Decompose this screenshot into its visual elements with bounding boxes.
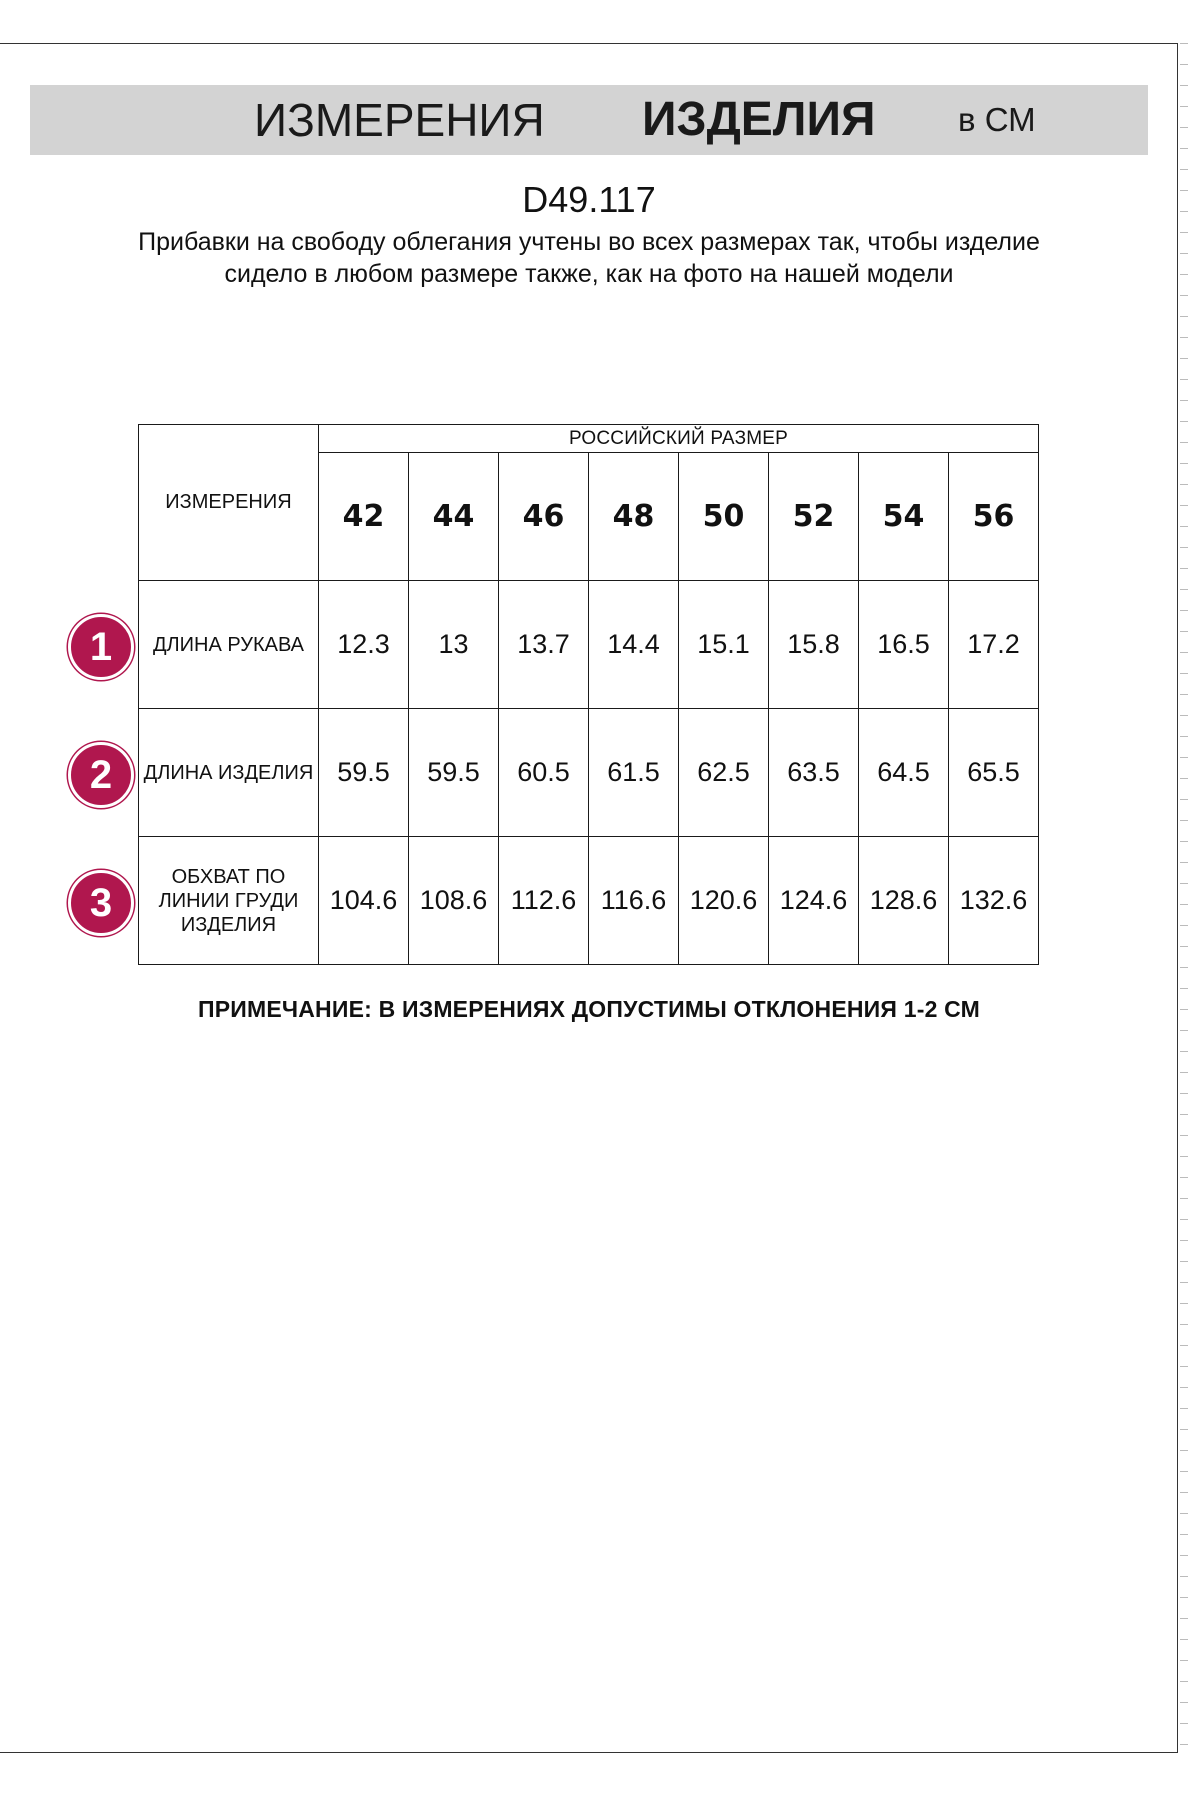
table-cell: 128.6	[859, 837, 949, 965]
title-bar	[30, 85, 1148, 155]
size-header: 48	[589, 453, 679, 581]
size-header: 50	[679, 453, 769, 581]
row-number-badge-3: 3	[68, 870, 134, 936]
table-cell: 16.5	[859, 581, 949, 709]
table-cell: 65.5	[949, 709, 1039, 837]
table-cell: 17.2	[949, 581, 1039, 709]
table-row	[139, 709, 1039, 837]
table-cell: 60.5	[499, 709, 589, 837]
table-cell: 104.6	[319, 837, 409, 965]
article-code: D49.117	[522, 179, 656, 220]
table-cell: 116.6	[589, 837, 679, 965]
deviation-note: ПРИМЕЧАНИЕ: В ИЗМЕРЕНИЯХ ДОПУСТИМЫ ОТКЛОНЕНИЯ 1-2 СМ	[197, 996, 981, 1022]
title-unit: в СМ	[958, 101, 1036, 138]
table-cell: 64.5	[859, 709, 949, 837]
size-header: 52	[769, 453, 859, 581]
table-cell: 63.5	[769, 709, 859, 837]
row-label-sleeve-length: ДЛИНА РУКАВА	[139, 581, 319, 709]
table-cell: 15.8	[769, 581, 859, 709]
row-label-garment-length: ДЛИНА ИЗДЕЛИЯ	[139, 709, 319, 837]
table-cell: 13.7	[499, 581, 589, 709]
table-cell: 12.3	[319, 581, 409, 709]
russian-size-header: РОССИЙСКИЙ РАЗМЕР	[319, 425, 1039, 453]
size-header: 56	[949, 453, 1039, 581]
measurements-header: ИЗМЕРЕНИЯ	[139, 425, 319, 581]
fit-description: Прибавки на свободу облегания учтены во всех размерах так, чтобы изделие сидело в любом размере также, как на фото на нашей модели	[138, 228, 1040, 288]
table-cell: 108.6	[409, 837, 499, 965]
table-cell: 62.5	[679, 709, 769, 837]
table-cell: 61.5	[589, 709, 679, 837]
table-cell: 59.5	[409, 709, 499, 837]
table-cell: 124.6	[769, 837, 859, 965]
size-header: 42	[319, 453, 409, 581]
row-label-chest-circumference: ОБХВАТ ПО ЛИНИИ ГРУДИ ИЗДЕЛИЯ	[139, 837, 319, 965]
title-garment: ИЗДЕЛИЯ	[642, 93, 876, 146]
table-cell: 132.6	[949, 837, 1039, 965]
table-cell: 13	[409, 581, 499, 709]
table-row	[139, 837, 1039, 965]
table-cell: 59.5	[319, 709, 409, 837]
table-cell: 120.6	[679, 837, 769, 965]
table-row	[139, 581, 1039, 709]
size-header: 46	[499, 453, 589, 581]
table-cell: 14.4	[589, 581, 679, 709]
table-cell: 15.1	[679, 581, 769, 709]
title-measurements: ИЗМЕРЕНИЯ	[254, 94, 545, 146]
size-header: 44	[409, 453, 499, 581]
table-cell: 112.6	[499, 837, 589, 965]
size-header: 54	[859, 453, 949, 581]
page-edge-ticks	[1180, 43, 1188, 1753]
size-chart-table	[138, 424, 1039, 965]
row-number-badge-2: 2	[68, 742, 134, 808]
row-number-badge-1: 1	[68, 614, 134, 680]
